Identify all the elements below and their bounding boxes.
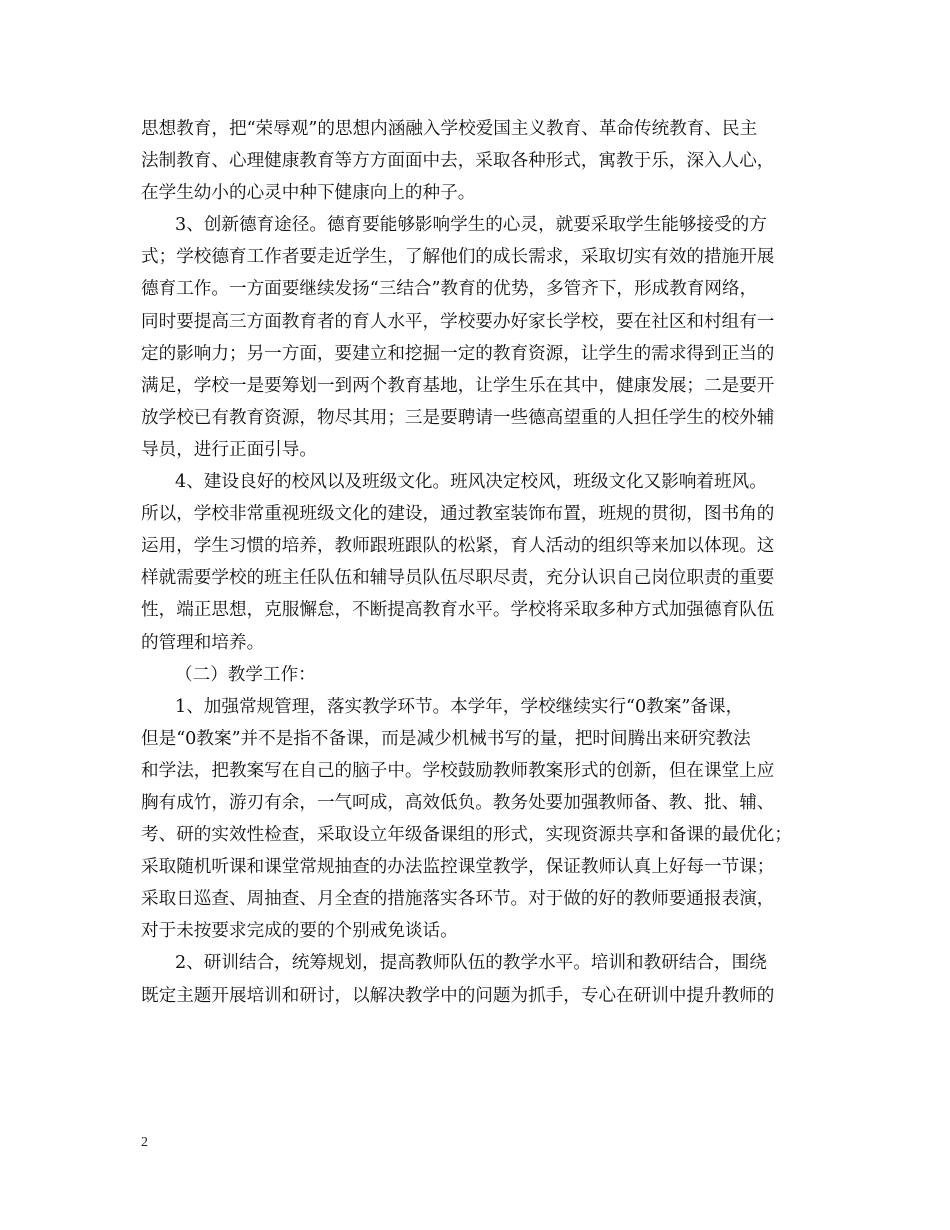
text-line: 采取随机听课和课堂常规抽查的办法监控课堂教学，保证教师认真上好每一节课； (141, 857, 775, 878)
text-line: 运用，学生习惯的培养，教师跟班跟队的松紧，育人活动的组织等来加以体现。这 (141, 536, 775, 557)
text-line: 3、创新德育途径。德育要能够影响学生的心灵，就要采取学生能够接受的方 (175, 215, 767, 236)
text-line: 满足，学校一是要筹划一到两个教育基地，让学生乐在其中，健康发展；二是要开 (141, 375, 775, 396)
text-line: 性，端正思想，克服懈怠，不断提高教育水平。学校将采取多种方式加强德育队伍 (141, 600, 775, 621)
text-line: 的管理和培养。 (141, 632, 265, 653)
text-line: 式；学校德育工作者要走近学生，了解他们的成长需求，采取切实有效的措施开展 (141, 247, 775, 268)
text-line: 2、研训结合，统筹规划，提高教师队伍的教学水平。培训和教研结合，围绕 (175, 953, 767, 974)
text-line: 同时要提高三方面教育者的育人水平，学校要办好家长学校，要在社区和村组有一 (141, 311, 775, 332)
text-line: 定的影响力；另一方面，要建立和挖掘一定的教育资源，让学生的需求得到正当的 (141, 343, 775, 364)
text-line: 放学校已有教育资源，物尽其用；三是要聘请一些德高望重的人担任学生的校外辅 (141, 407, 775, 428)
text-line: 所以，学校非常重视班级文化的建设，通过教室装饰布置，班规的贯彻，图书角的 (141, 504, 775, 525)
text-line: 法制教育、心理健康教育等方方面面中去，采取各种形式，寓教于乐，深入人心， (141, 151, 775, 172)
text-line: 采取日巡查、周抽查、月全查的措施落实各环节。对于做的好的教师要通报表演， (141, 889, 775, 910)
text-line: 样就需要学校的班主任队伍和辅导员队伍尽职尽责，充分认识自己岗位职责的重要 (141, 568, 775, 589)
text-line: 在学生幼小的心灵中种下健康向上的种子。 (141, 183, 476, 204)
text-line: 胸有成竹，游刃有余，一气呵成，高效低负。教务处要加强教师备、教、批、辅、 (141, 792, 775, 813)
section-heading: （二）教学工作： (175, 664, 316, 685)
text-line: 既定主题开展培训和研讨，以解决教学中的问题为抓手，专心在研训中提升教师的 (141, 985, 775, 1006)
text-line: 1、加强常规管理，落实教学环节。本学年，学校继续实行“0教案”备课， (175, 696, 744, 717)
text-line: 德育工作。一方面要继续发扬“三结合”教育的优势，多管齐下，形成教育网络， (141, 279, 758, 300)
text-line: 但是“0教案”并不是指不备课，而是减少机械书写的量，把时间腾出来研究教法 (141, 728, 751, 749)
page-number: 2 (141, 1135, 148, 1150)
text-line: 4、建设良好的校风以及班级文化。班风决定校风，班级文化又影响着班风。 (175, 472, 767, 493)
text-line: 对于未按要求完成的要的个别戒免谈话。 (141, 921, 458, 942)
text-line: 和学法，把教案写在自己的脑子中。学校鼓励教师教案形式的创新，但在课堂上应 (141, 760, 775, 781)
text-line: 导员，进行正面引导。 (141, 439, 317, 460)
text-line: 考、研的实效性检查，采取设立年级备课组的形式，实现资源共享和备课的最优化； (141, 825, 792, 846)
text-line: 思想教育，把“荣辱观”的思想内涵融入学校爱国主义教育、革命传统教育、民主 (141, 119, 758, 139)
body-text (141, 113, 811, 1012)
